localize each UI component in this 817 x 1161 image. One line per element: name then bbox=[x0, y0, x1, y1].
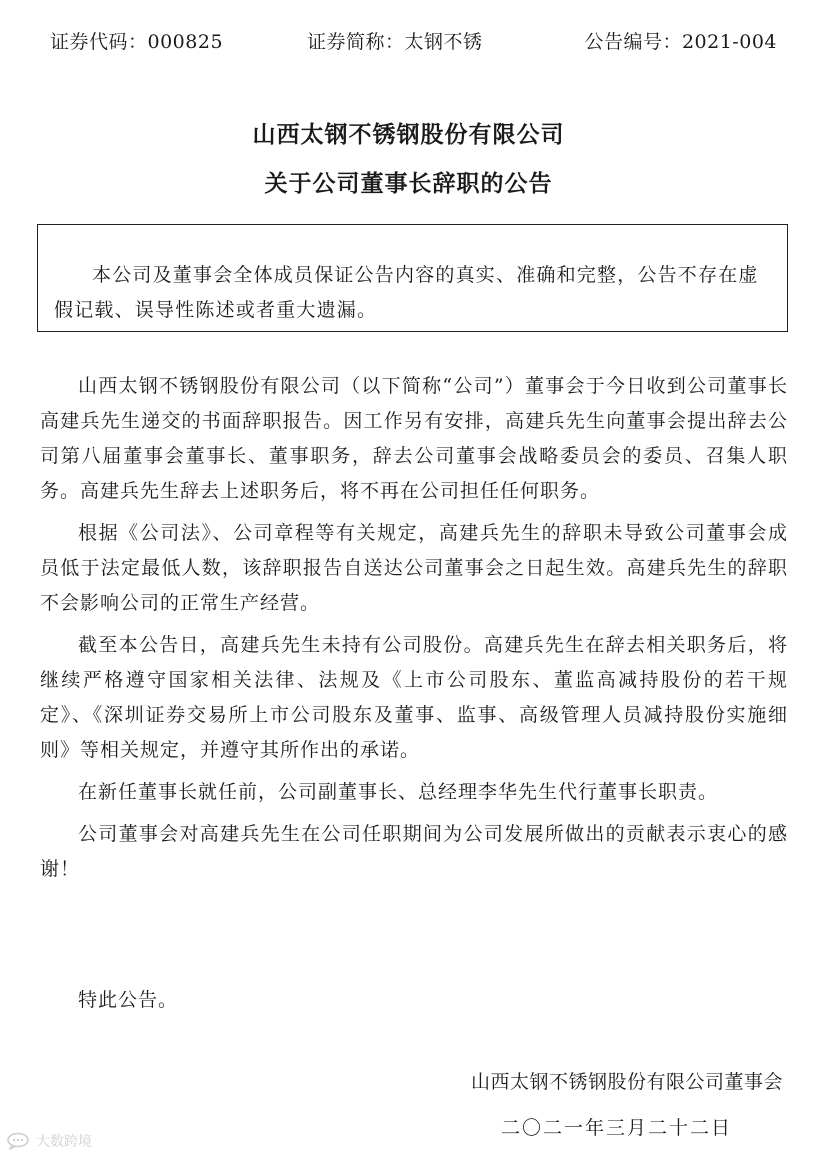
closing-line: 特此公告。 bbox=[78, 989, 179, 1011]
body-paragraph: 在新任董事长就任前，公司副董事长、总经理李华先生代行董事长职责。 bbox=[78, 781, 719, 803]
body-paragraph: 截至本公告日，高建兵先生未持有公司股份。高建兵先生在辞去相关职务后，将继续严格遵守国家相关法律、法规及《上市公司股东、董监高减持股份的若干规定》、《深圳证券交易所上市公司股东及董事、监事、高级管理人员减持股份实施细则》等相关规定，并遵守其所作出的承诺。 bbox=[40, 634, 788, 761]
watermark-text: 大数跨境 bbox=[36, 1134, 92, 1150]
announcement-number: 公告编号：2021-004 bbox=[584, 31, 777, 53]
announcement-body bbox=[40, 369, 788, 894]
security-code: 证券代码：000825 bbox=[50, 31, 224, 53]
speech-bubble-logo-icon bbox=[6, 1132, 32, 1150]
body-paragraph: 公司董事会对高建兵先生在公司任职期间为公司发展所做出的贡献表示衷心的感谢！ bbox=[40, 823, 788, 880]
watermark bbox=[6, 1131, 92, 1151]
body-paragraph: 山西太钢不锈钢股份有限公司（以下简称“公司”）董事会于今日收到公司董事长高建兵先生递交的书面辞职报告。因工作另有安排，高建兵先生向董事会提出辞去公司第八届董事会董事长、董事职务，辞去公司董事会战略委员会的委员、召集人职务。高建兵先生辞去上述职务后，将不再在公司担任任何职务。 bbox=[40, 375, 788, 502]
disclaimer-text: 本公司及董事会全体成员保证公告内容的真实、准确和完整，公告不存在虚假记载、误导性陈述或者重大遗漏。 bbox=[54, 264, 759, 321]
announcement-title: 关于公司董事长辞职的公告 bbox=[264, 171, 553, 197]
company-title: 山西太钢不锈钢股份有限公司 bbox=[252, 122, 565, 148]
security-abbreviation: 证券简称：太钢不锈 bbox=[307, 31, 483, 53]
disclaimer-box bbox=[37, 224, 788, 332]
body-paragraph: 根据《公司法》、公司章程等有关规定，高建兵先生的辞职未导致公司董事会成员低于法定最低人数，该辞职报告自送达公司董事会之日起生效。高建兵先生的辞职不会影响公司的正常生产经营。 bbox=[40, 522, 788, 614]
header-row bbox=[50, 27, 777, 57]
announcement-date: 二〇二一年三月二十二日 bbox=[500, 1117, 732, 1139]
signer: 山西太钢不锈钢股份有限公司董事会 bbox=[470, 1071, 783, 1093]
